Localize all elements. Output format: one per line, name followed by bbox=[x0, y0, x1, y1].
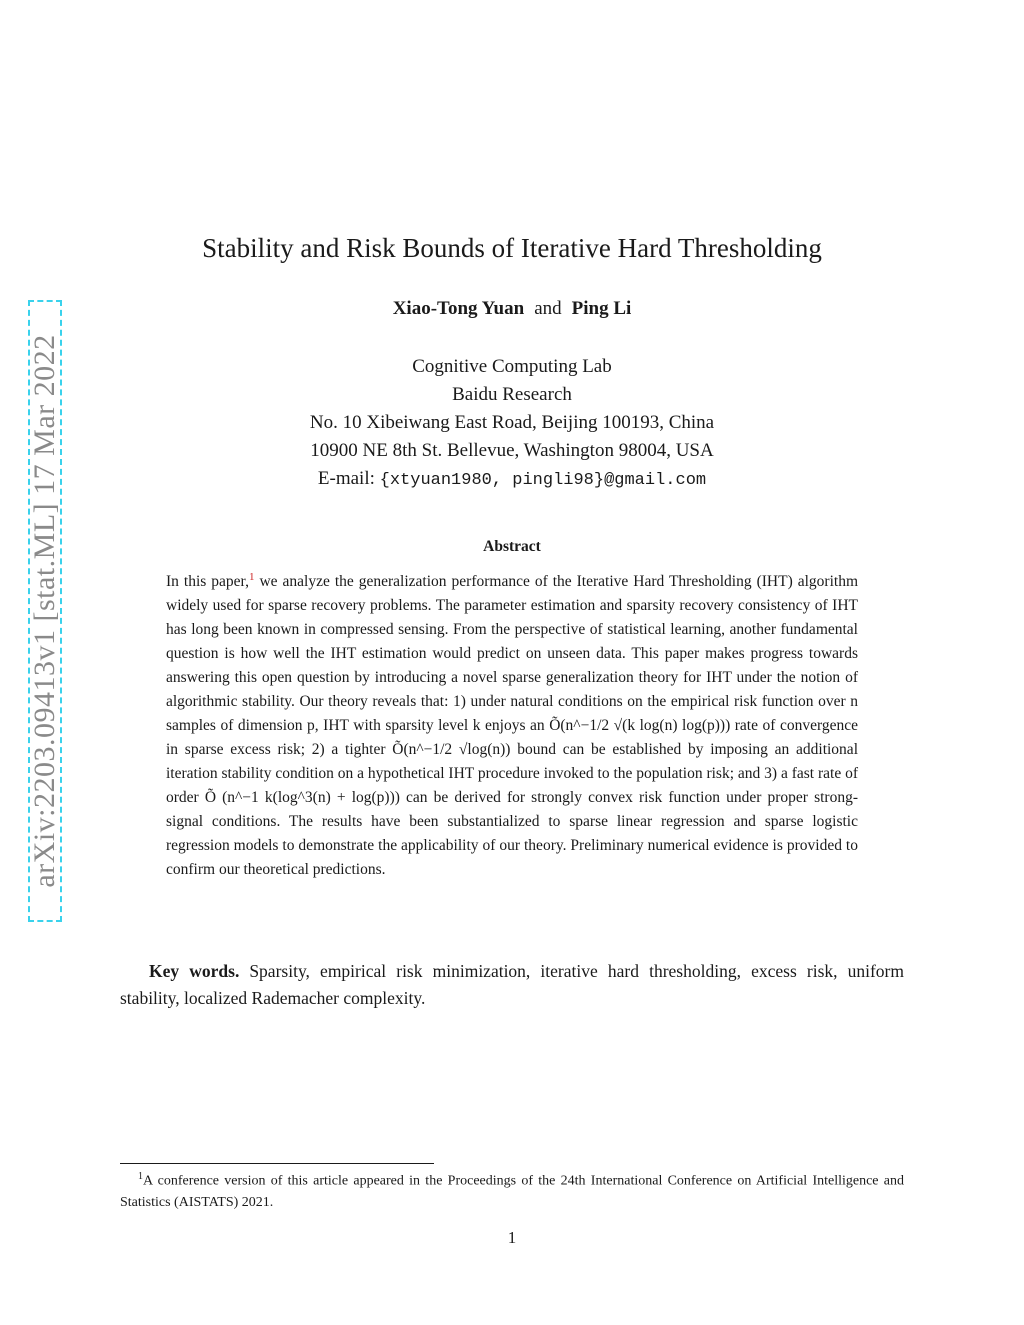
author-name: Ping Li bbox=[571, 298, 632, 319]
keywords-label: Key words. bbox=[149, 961, 240, 981]
footnote-divider bbox=[120, 1163, 434, 1164]
author-name: Xiao-Tong Yuan bbox=[392, 298, 525, 319]
footnote-link[interactable]: 1 bbox=[248, 570, 255, 583]
arxiv-identifier[interactable]: arXiv:2203.09413v1 [stat.ML] 17 Mar 2022 bbox=[28, 334, 61, 888]
affiliation-lab: Cognitive Computing Lab bbox=[412, 356, 612, 377]
email-line bbox=[0, 465, 1024, 495]
affiliation-org: Baidu Research bbox=[452, 384, 572, 405]
paper-title: Stability and Risk Bounds of Iterative Hard Thresholding bbox=[202, 233, 822, 263]
footnote bbox=[120, 1166, 904, 1213]
abstract-heading: Abstract bbox=[483, 538, 541, 555]
author-conjunction: and bbox=[534, 298, 562, 319]
keywords-paragraph bbox=[120, 958, 904, 1012]
keywords-text: Sparsity, empirical risk minimization, iterative hard thresholding, excess risk, uniform stability, localized Rademacher complexity. bbox=[120, 961, 904, 1008]
affiliation-address: 10900 NE 8th St. Bellevue, Washington 98004, USA bbox=[310, 440, 714, 461]
abstract-intro: In this paper, bbox=[166, 573, 249, 590]
abstract-text bbox=[166, 570, 858, 882]
abstract-body: we analyze the generalization performance of the Iterative Hard Thresholding (IHT) algorithm widely used for sparse recovery problems. The parameter estimation and sparsity recovery consistency of IHT has long been known in compressed sensing. From the perspective of statistical learning, another fundamental question is how well the IHT estimation would predict on unseen data. This paper makes progress towards answering this open question by introducing a novel sparse generalization theory for IHT under the notion of algorithmic stability. Our theory reveals that: 1) under natural conditions on the empirical risk function over n samples of dimension p, IHT with sparsity level k enjoys an Õ(n^−1/2 √(k log(n) log(p))) rate of convergence in sparse excess risk; 2) a tighter Õ(n^−1/2 √log(n)) bound can be established by imposing an additional iteration stability condition on a hypothetical IHT procedure invoked to the population risk; and 3) a fast rate of order Õ (n^−1 k(log^3(n) + log(p))) can be derived for strongly convex risk function under proper strong-signal conditions. The results have been substantialized to sparse linear regression and sparse logistic regression models to demonstrate the applicability of our theory. Preliminary numerical evidence is provided to confirm our theoretical predictions. bbox=[166, 573, 859, 878]
footnote-number: 1 bbox=[138, 1171, 143, 1182]
affiliation-block bbox=[0, 353, 1024, 495]
author-line bbox=[0, 298, 1024, 320]
page-number: 1 bbox=[507, 1228, 517, 1247]
footnote-text: A conference version of this article appeared in the Proceedings of the 24th International Conference on Artificial Intelligence and Statistics (AISTATS) 2021. bbox=[120, 1173, 904, 1210]
affiliation-address: No. 10 Xibeiwang East Road, Beijing 100193, China bbox=[309, 412, 715, 433]
email-address[interactable]: {xtyuan1980, pingli98}@gmail.com bbox=[379, 471, 707, 490]
email-label: E-mail: bbox=[317, 468, 375, 489]
